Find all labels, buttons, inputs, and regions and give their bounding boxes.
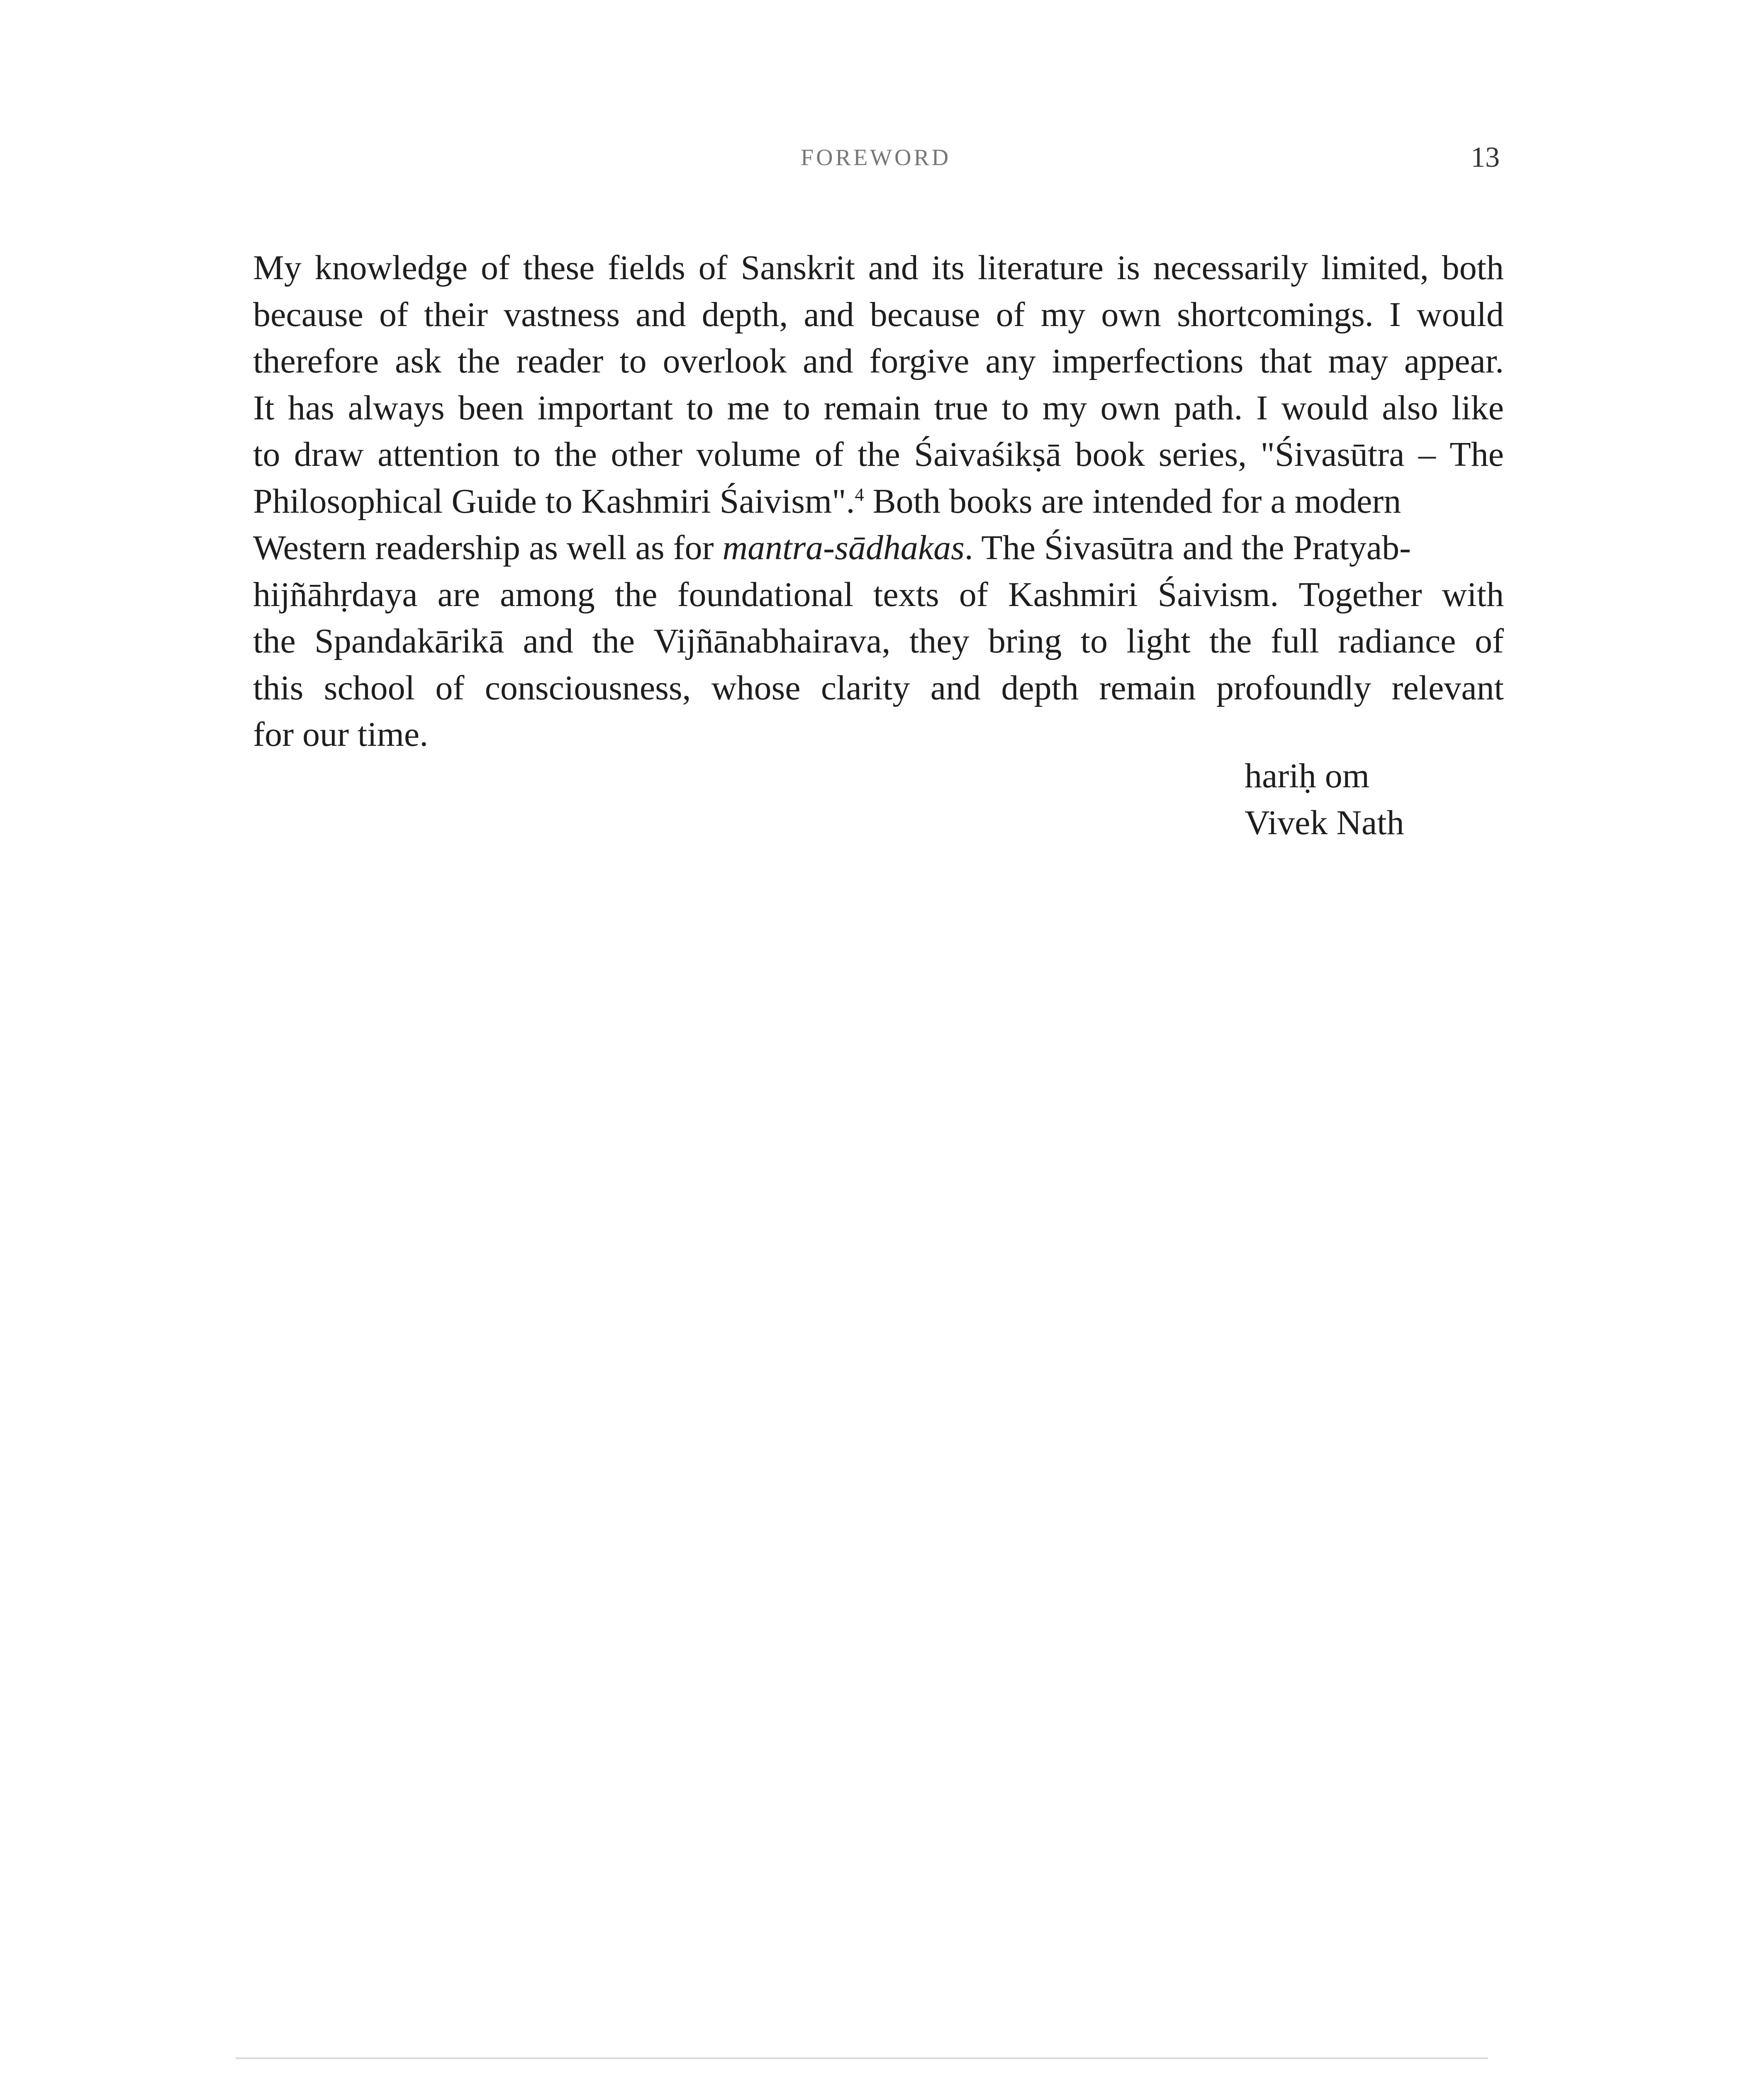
body-line [253, 338, 1504, 385]
body-word: because [253, 295, 363, 334]
body-word: among [500, 575, 595, 614]
body-word: Vijñānabhairava, [653, 622, 891, 660]
body-word: the [253, 622, 296, 660]
body-word: Śaivaśikṣā [914, 435, 1061, 474]
body-word: other [611, 435, 682, 474]
body-line-text: for our time. [253, 715, 429, 754]
body-word: because [870, 295, 980, 334]
body-word: they [909, 622, 970, 660]
body-word: draw [294, 435, 364, 474]
body-line-text-part [253, 478, 1401, 525]
body-word: my [1042, 388, 1087, 427]
body-word: the [614, 575, 658, 614]
body-word: their [424, 295, 488, 334]
body-word: the [592, 622, 635, 660]
closing-salutation: hariḥ om [1245, 757, 1369, 795]
body-word: to [1080, 622, 1108, 660]
body-line [253, 572, 1504, 618]
body-word: to [783, 388, 811, 427]
body-word: limited, [1321, 248, 1429, 287]
italic-term: mantra-sādhakas [722, 528, 965, 567]
body-word: bring [988, 622, 1062, 660]
body-word: shortcomings. [1177, 295, 1374, 334]
body-word: own [1101, 295, 1161, 334]
body-word: forgive [869, 342, 970, 380]
body-word: path. [1174, 388, 1243, 427]
body-word: The [1450, 435, 1504, 474]
body-word: and [803, 342, 853, 380]
body-word: light [1126, 622, 1191, 660]
body-word: foundational [677, 575, 854, 614]
body-paragraph [253, 245, 1504, 758]
body-word: of [959, 575, 988, 614]
body-word: of [1474, 622, 1504, 660]
body-word: therefore [253, 342, 379, 380]
body-word: to [1001, 388, 1029, 427]
body-word: texts [873, 575, 939, 614]
author-name: Vivek Nath [1245, 803, 1404, 842]
body-line [253, 385, 1504, 432]
body-word: Kashmiri [1008, 575, 1138, 614]
body-line [253, 292, 1504, 338]
body-word: the [457, 342, 500, 380]
body-word: is [1116, 248, 1140, 287]
body-word: that [1260, 342, 1312, 380]
body-word: this [253, 668, 304, 707]
body-word: profoundly [1216, 668, 1372, 707]
body-word: remain [1099, 668, 1196, 707]
body-word: my [1040, 295, 1086, 334]
footnote-divider [236, 2057, 1488, 2059]
body-word: of [814, 435, 844, 474]
body-word: It [253, 388, 275, 427]
body-word: relevant [1391, 668, 1504, 707]
body-word: vastness [504, 295, 620, 334]
body-word: both [1442, 248, 1504, 287]
body-word: these [523, 248, 595, 287]
body-line [253, 618, 1504, 665]
body-word: appear. [1404, 342, 1504, 380]
body-word: like [1451, 388, 1504, 427]
running-title: FOREWORD [801, 145, 951, 170]
body-word: depth, [702, 295, 788, 334]
body-word: and [804, 295, 854, 334]
page-number: 13 [1471, 141, 1500, 173]
body-word: of [435, 668, 465, 707]
body-word: important [537, 388, 673, 427]
body-word: whose [711, 668, 801, 707]
body-word: hijñāhṛdaya [253, 575, 418, 614]
body-word: literature [977, 248, 1104, 287]
body-word: radiance [1338, 622, 1456, 660]
body-word: and [523, 622, 573, 660]
body-word: consciousness, [485, 668, 691, 707]
body-line [253, 665, 1504, 712]
body-word: school [324, 668, 415, 707]
body-line-text: Western readership as well as for [253, 528, 723, 567]
body-word: necessarily [1153, 248, 1308, 287]
body-word: I [1256, 388, 1268, 427]
body-word: My [253, 248, 302, 287]
body-line-text: Both books are intended for a modern [864, 482, 1401, 521]
body-word: volume [696, 435, 801, 474]
body-word: fields [608, 248, 685, 287]
body-word: may [1328, 342, 1388, 380]
body-word: to [513, 435, 541, 474]
body-word: full [1270, 622, 1319, 660]
body-word: true [934, 388, 989, 427]
body-line [253, 431, 1504, 478]
body-word: "Śivasūtra [1260, 435, 1405, 474]
body-word: are [437, 575, 480, 614]
body-line-text: . The Śivasūtra and the Pratyab- [964, 528, 1411, 567]
body-word: Together [1299, 575, 1422, 614]
body-word: been [458, 388, 524, 427]
body-word: and [636, 295, 686, 334]
body-word: I [1389, 295, 1401, 334]
body-word: to [253, 435, 280, 474]
body-word: overlook [663, 342, 787, 380]
body-word: of [379, 295, 408, 334]
body-word: Spandakārikā [314, 622, 504, 660]
body-word: would [1416, 295, 1504, 334]
body-line [253, 711, 1504, 758]
body-word: depth [1001, 668, 1079, 707]
body-line-text-part [253, 525, 1411, 572]
signature-block [1245, 753, 1404, 846]
body-word: Sanskrit [741, 248, 855, 287]
body-word: always [348, 388, 445, 427]
body-word: attention [378, 435, 500, 474]
body-word: clarity [821, 668, 910, 707]
body-word: to [686, 388, 714, 427]
body-word: own [1100, 388, 1161, 427]
body-word: of [996, 295, 1025, 334]
body-word: any [985, 342, 1036, 380]
footnote-reference[interactable]: 4 [855, 484, 864, 505]
body-word: would [1281, 388, 1369, 427]
body-word: also [1382, 388, 1438, 427]
body-word: of [480, 248, 510, 287]
body-word: with [1442, 575, 1504, 614]
body-word: reader [516, 342, 604, 380]
body-line [253, 478, 1504, 525]
body-word: the [858, 435, 900, 474]
body-line [253, 245, 1504, 292]
body-word: of [698, 248, 728, 287]
body-line-text: Philosophical Guide to Kashmiri Śaivism". [253, 482, 855, 521]
body-word: has [288, 388, 334, 427]
body-word: the [1209, 622, 1252, 660]
body-word: and [868, 248, 919, 287]
body-word: me [727, 388, 770, 427]
body-word: – [1418, 435, 1436, 474]
body-word: remain [824, 388, 921, 427]
body-word: imperfections [1052, 342, 1244, 380]
body-word: ask [395, 342, 442, 380]
body-word: the [554, 435, 597, 474]
body-word: its [931, 248, 965, 287]
body-line [253, 525, 1504, 572]
body-word: Śaivism. [1157, 575, 1279, 614]
body-word: knowledge [314, 248, 468, 287]
running-head [0, 141, 1764, 178]
body-word: series, [1158, 435, 1247, 474]
body-word: to [619, 342, 647, 380]
body-word: book [1075, 435, 1145, 474]
body-word: and [930, 668, 981, 707]
